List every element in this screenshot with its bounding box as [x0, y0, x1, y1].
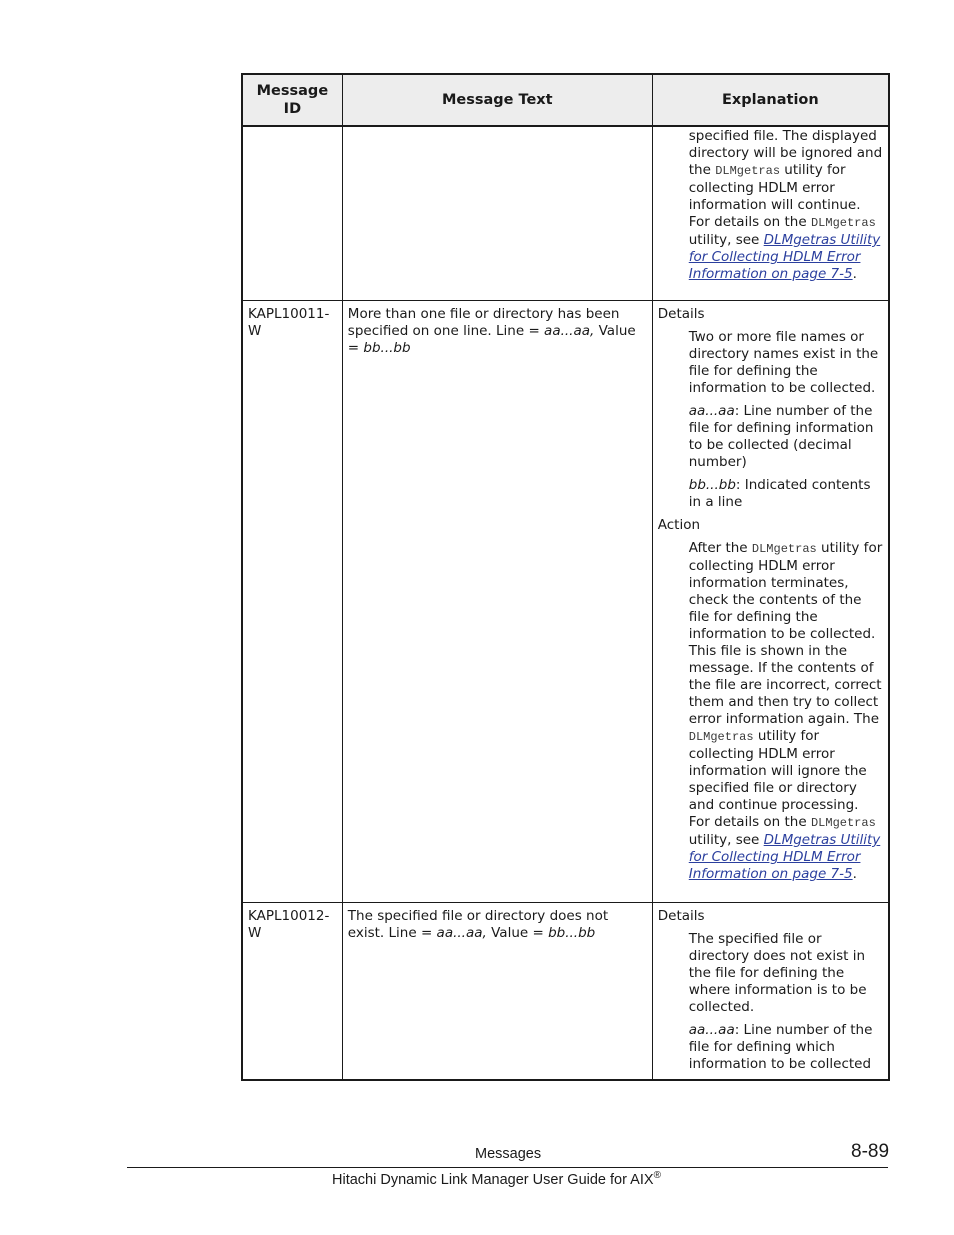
message-id: KAPL10011-W — [242, 301, 342, 903]
cell-text-empty — [342, 126, 652, 301]
details-paragraph: Two or more file names or directory names exist in the file for defining the information to be collected. — [688, 329, 879, 396]
message-text: More than one file or directory has been specified on one line. Line = aa...aa, Value = bb...bb — [342, 301, 652, 903]
details-heading: Details — [657, 306, 705, 322]
code-dlmgetras: DLMgetras — [810, 216, 876, 230]
cell-id-empty — [242, 126, 342, 301]
table-row — [242, 301, 889, 903]
action-heading: Action — [657, 517, 701, 533]
details-heading: Details — [657, 908, 705, 924]
cell-explanation-continued — [652, 126, 889, 301]
registered-mark: ® — [653, 1170, 661, 1181]
message-explanation — [652, 301, 889, 903]
code-dlmgetras: DLMgetras — [751, 542, 817, 556]
page-number: 8-89 — [851, 1141, 890, 1162]
message-explanation — [652, 903, 889, 1081]
footer-book-title: Hitachi Dynamic Link Manager User Guide for AIX® — [332, 1170, 661, 1188]
details-paragraph: aa...aa: Line number of the file for defining information to be collected (decimal number) — [688, 403, 874, 470]
header-message-text: Message Text — [342, 74, 652, 126]
details-paragraph: aa...aa: Line number of the file for defining which information to be collected — [688, 1022, 873, 1072]
messages-table — [241, 73, 890, 1081]
details-paragraph: bb...bb: Indicated contents in a line — [688, 477, 871, 510]
code-dlmgetras: DLMgetras — [715, 164, 781, 178]
footer-section-title: Messages — [475, 1146, 542, 1162]
footer-divider — [127, 1167, 888, 1168]
dlmgetras-reference-link[interactable]: DLMgetras Utility for Collecting HDLM Error Information on page 7-5 — [688, 832, 881, 882]
message-id: KAPL10012-W — [242, 903, 342, 1081]
dlmgetras-reference-link[interactable]: DLMgetras Utility for Collecting HDLM Error Information on page 7-5 — [688, 232, 881, 282]
details-paragraph: The specified file or directory does not exist in the file for defining the where information is to be collected. — [688, 931, 867, 1015]
table-row — [242, 903, 889, 1081]
table-row-continued — [242, 126, 889, 301]
code-dlmgetras: DLMgetras — [810, 816, 876, 830]
header-explanation: Explanation — [652, 74, 889, 126]
code-dlmgetras: DLMgetras — [688, 730, 754, 744]
action-paragraph: After the DLMgetras utility for collecting HDLM error information terminates, check the contents of the file for defining the information to be collected. This file is shown in the message. If the contents of the file are incorrect, correct them and then try to collect error information again. The DLMgetras utility for collecting HDLM error information will ignore the specified file or directory and continue processing. For details on the DLMgetras utility, see DLMgetras Utility for Collecting HDLM Error Information on page 7-5. — [688, 540, 883, 882]
table-header-row — [242, 74, 889, 126]
message-text: The specified file or directory does not exist. Line = aa...aa, Value = bb...bb — [342, 903, 652, 1081]
continued-paragraph: specified file. The displayed directory will be ignored and the DLMgetras utility for collecting HDLM error information will continue. For details on the DLMgetras utility, see DLMgetras Utility for Collecting HDLM Error Information on page 7-5. — [688, 128, 883, 282]
header-message-id: Message ID — [242, 74, 342, 126]
